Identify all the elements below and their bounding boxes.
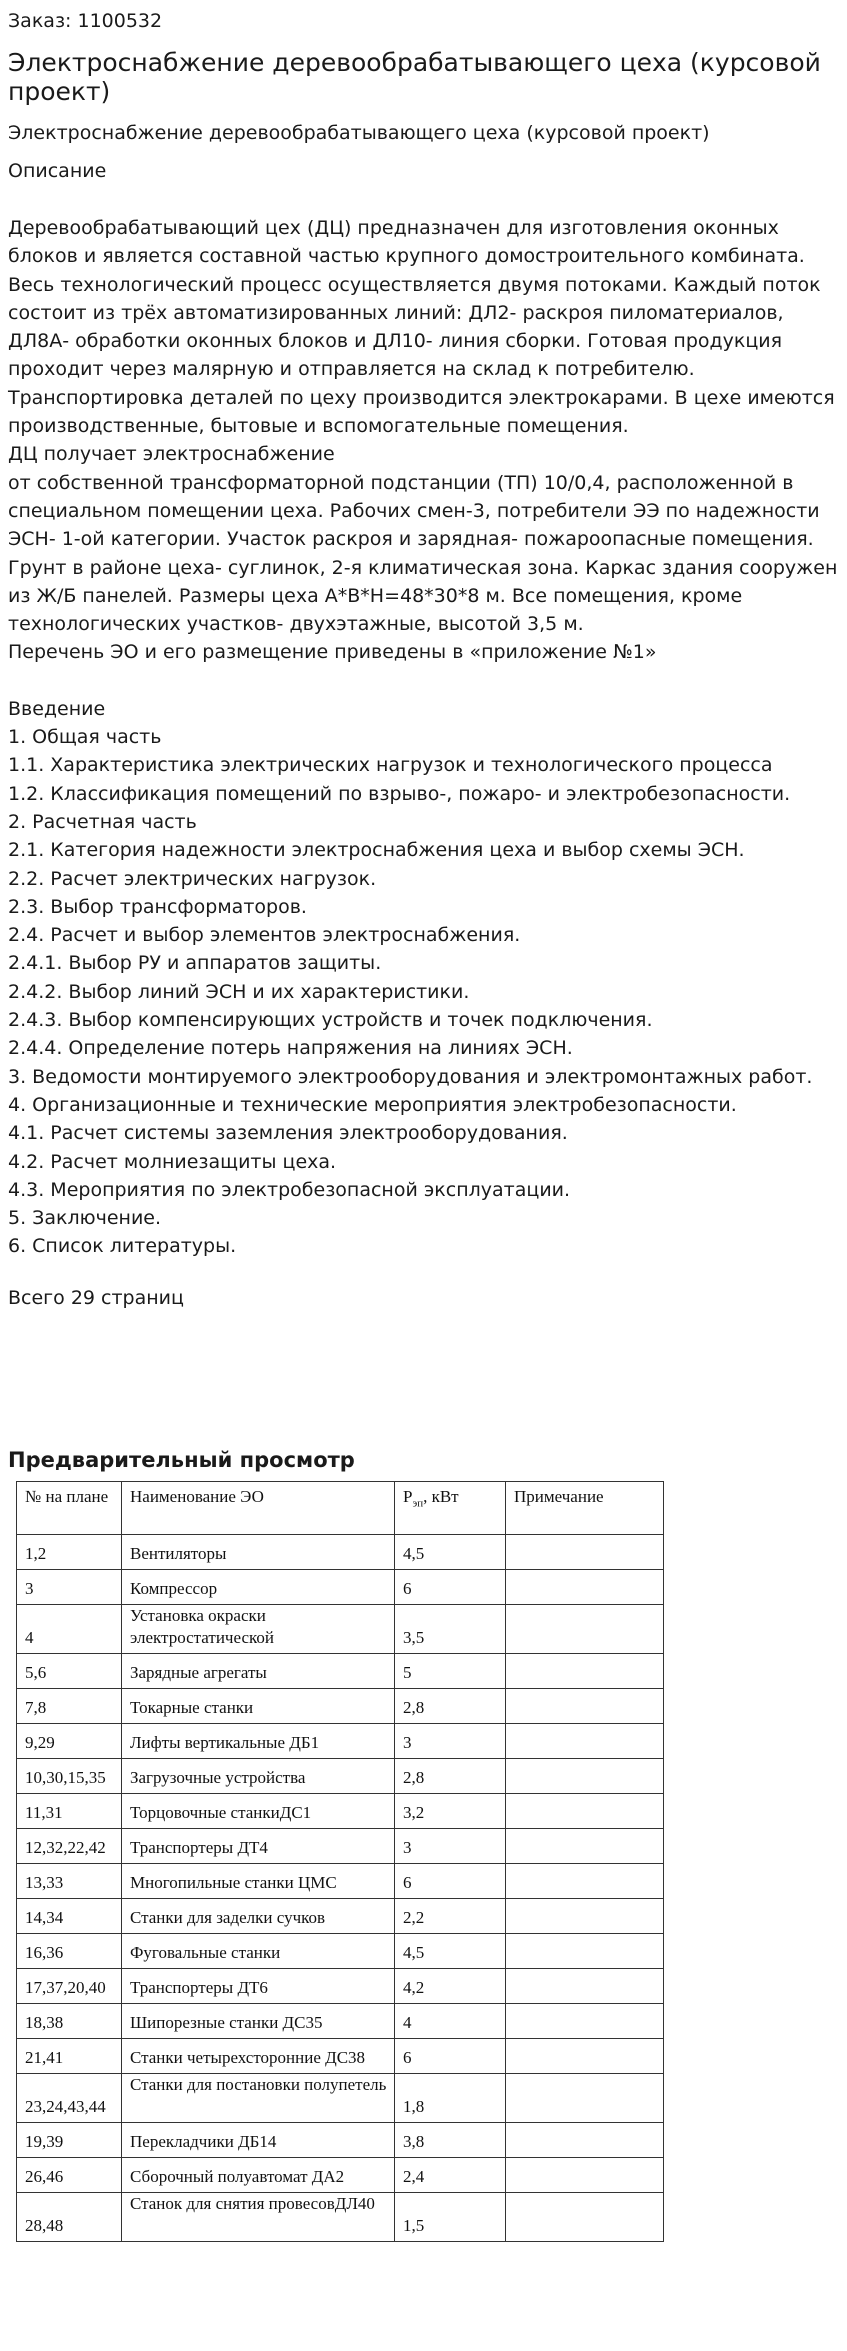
cell-note — [506, 2157, 664, 2192]
toc-heading: Введение — [8, 697, 106, 720]
toc-item: 2.1. Категория надежности электроснабжения цеха и выбор схемы ЭСН. — [8, 839, 745, 862]
cell-name: Торцовочные станкиДС1 — [122, 1793, 395, 1828]
cell-note — [506, 1968, 664, 2003]
cell-name: Станки четырехсторонние ДС38 — [122, 2038, 395, 2073]
cell-name: Зарядные агрегаты — [122, 1653, 395, 1688]
page-title: Электроснабжение деревообрабатывающего цеха (курсовой проект) — [8, 48, 821, 106]
cell-num: 16,36 — [17, 1933, 122, 1968]
table-row — [17, 1723, 664, 1758]
cell-num: 18,38 — [17, 2003, 122, 2038]
cell-power: 6 — [395, 2038, 506, 2073]
table-row — [17, 2038, 664, 2073]
cell-note — [506, 1688, 664, 1723]
description-paragraph: от собственной трансформаторной подстанции (ТП) 10/0,4, расположенной в специальном помещении цеха. Рабочих смен-3, потребители ЭЭ по надежности ЭСН- 1-ой категории. Участок раскроя и зарядная- пожароопасные помещения. Грунт в районе цеха- суглинок, 2-я климатическая зона. Каркас здания сооружен из Ж/Б панелей. Размеры цеха А*В*Н=48*30*8 м. Все помещения, кроме технологических участков- двухэтажные, высотой 3,5 м. — [8, 471, 838, 636]
cell-note — [506, 1534, 664, 1569]
cell-power: 2,8 — [395, 1758, 506, 1793]
cell-note — [506, 2122, 664, 2157]
cell-power: 2,4 — [395, 2157, 506, 2192]
cell-power: 6 — [395, 1569, 506, 1604]
toc-item: 2.3. Выбор трансформаторов. — [8, 895, 307, 918]
cell-name: Шипорезные станки ДС35 — [122, 2003, 395, 2038]
description-paragraph: ДЦ получает электроснабжение — [8, 443, 335, 466]
toc-item: 3. Ведомости монтируемого электрооборудования и электромонтажных работ. — [8, 1065, 813, 1088]
toc-item: 2.4.4. Определение потерь напряжения на линиях ЭСН. — [8, 1037, 573, 1060]
toc-item: 2.4. Расчет и выбор элементов электроснабжения. — [8, 924, 521, 947]
toc-item: 2.4.2. Выбор линий ЭСН и их характеристики. — [8, 980, 470, 1003]
cell-num: 10,30,15,35 — [17, 1758, 122, 1793]
cell-num: 13,33 — [17, 1863, 122, 1898]
cell-power: 3,8 — [395, 2122, 506, 2157]
table-row — [17, 1933, 664, 1968]
cell-note — [506, 1604, 664, 1653]
table-row — [17, 2122, 664, 2157]
cell-power: 6 — [395, 1863, 506, 1898]
table-row — [17, 1688, 664, 1723]
cell-power: 3 — [395, 1723, 506, 1758]
cell-num: 19,39 — [17, 2122, 122, 2157]
toc-item: 4. Организационные и технические мероприятия электробезопасности. — [8, 1093, 737, 1116]
toc-item: 2.2. Расчет электрических нагрузок. — [8, 867, 377, 890]
cell-num: 3 — [17, 1569, 122, 1604]
toc-item: 1. Общая часть — [8, 726, 162, 749]
toc-item: 1.1. Характеристика электрических нагрузок и технологического процесса — [8, 754, 773, 777]
header-num: № на плане — [17, 1481, 122, 1534]
cell-note — [506, 1723, 664, 1758]
header-name: Наименование ЭО — [122, 1481, 395, 1534]
cell-num: 4 — [17, 1604, 122, 1653]
cell-power: 3,5 — [395, 1604, 506, 1653]
cell-name: Многопильные станки ЦМС — [122, 1863, 395, 1898]
cell-name: Станки для заделки сучков — [122, 1898, 395, 1933]
cell-power: 1,8 — [395, 2073, 506, 2122]
cell-name: Сборочный полуавтомат ДА2 — [122, 2157, 395, 2192]
table-row — [17, 1968, 664, 2003]
header-power-unit: , кВт — [423, 1486, 459, 1506]
cell-name: Токарные станки — [122, 1688, 395, 1723]
cell-name: Перекладчики ДБ14 — [122, 2122, 395, 2157]
cell-name: Лифты вертикальные ДБ1 — [122, 1723, 395, 1758]
cell-num: 5,6 — [17, 1653, 122, 1688]
toc-item: 2.4.1. Выбор РУ и аппаратов защиты. — [8, 952, 382, 975]
cell-note — [506, 1569, 664, 1604]
table-of-contents — [8, 723, 843, 1261]
cell-power: 2,2 — [395, 1898, 506, 1933]
cell-num: 21,41 — [17, 2038, 122, 2073]
cell-name: Станок для снятия провесовДЛ40 — [122, 2192, 395, 2241]
cell-power: 3 — [395, 1828, 506, 1863]
cell-note — [506, 1898, 664, 1933]
cell-num: 7,8 — [17, 1688, 122, 1723]
description-body — [8, 214, 840, 667]
cell-note — [506, 2192, 664, 2241]
cell-note — [506, 2038, 664, 2073]
header-power — [395, 1481, 506, 1534]
cell-name: Транспортеры ДТ6 — [122, 1968, 395, 2003]
table-row — [17, 1863, 664, 1898]
cell-name: Транспортеры ДТ4 — [122, 1828, 395, 1863]
toc-item: 4.1. Расчет системы заземления электрооборудования. — [8, 1122, 568, 1145]
table-row — [17, 2073, 664, 2122]
table-row — [17, 1534, 664, 1569]
cell-power: 4,5 — [395, 1534, 506, 1569]
table-row — [17, 1604, 664, 1653]
toc-item: 6. Список литературы. — [8, 1235, 237, 1258]
cell-note — [506, 1933, 664, 1968]
table-row — [17, 1793, 664, 1828]
document-page — [0, 8, 843, 2242]
cell-num: 28,48 — [17, 2192, 122, 2241]
description-paragraph: Перечень ЭО и его размещение приведены в «приложение №1» — [8, 641, 657, 664]
cell-power: 4,2 — [395, 1968, 506, 2003]
cell-note — [506, 2073, 664, 2122]
description-paragraph: Деревообрабатывающий цех (ДЦ) предназначен для изготовления оконных блоков и является составной частью крупного домостроительного комбината. Весь технологический процесс осуществляется двумя потоками. Каждый поток состоит из трёх автоматизированных линий: ДЛ2- раскроя пиломатериалов, ДЛ8А- обработки оконных блоков и ДЛ10- линия сборки. Готовая продукция проходит через малярную и отправляется на склад к потребителю. Транспортировка деталей по цеху производится электрокарами. В цехе имеются производственные, бытовые и вспомогательные помещения. — [8, 217, 835, 438]
toc-item: 4.2. Расчет молниезащиты цеха. — [8, 1150, 337, 1173]
toc-item: 2. Расчетная часть — [8, 810, 197, 833]
total-pages: Всего 29 страниц — [8, 1286, 184, 1309]
header-note: Примечание — [506, 1481, 664, 1534]
cell-note — [506, 1758, 664, 1793]
header-power-symbol: P — [403, 1486, 413, 1506]
cell-note — [506, 1793, 664, 1828]
table-row — [17, 1569, 664, 1604]
cell-power: 1,5 — [395, 2192, 506, 2241]
cell-num: 17,37,20,40 — [17, 1968, 122, 2003]
table-row — [17, 2157, 664, 2192]
toc-item: 5. Заключение. — [8, 1207, 162, 1230]
cell-name: Станки для постановки полупетель — [122, 2073, 395, 2122]
cell-num: 12,32,22,42 — [17, 1828, 122, 1863]
cell-note — [506, 1863, 664, 1898]
table-row — [17, 1653, 664, 1688]
cell-name: Установка окраски электростатической — [122, 1604, 395, 1653]
order-number: Заказ: 1100532 — [8, 10, 163, 32]
cell-power: 4 — [395, 2003, 506, 2038]
table-row — [17, 2003, 664, 2038]
cell-name: Вентиляторы — [122, 1534, 395, 1569]
cell-num: 23,24,43,44 — [17, 2073, 122, 2122]
cell-power: 4,5 — [395, 1933, 506, 1968]
header-power-sub: эп — [412, 1497, 424, 1510]
cell-note — [506, 2003, 664, 2038]
cell-num: 26,46 — [17, 2157, 122, 2192]
cell-note — [506, 1828, 664, 1863]
toc-item: 1.2. Классификация помещений по взрыво-, пожаро- и электробезопасности. — [8, 782, 791, 805]
cell-note — [506, 1653, 664, 1688]
cell-power: 2,8 — [395, 1688, 506, 1723]
table-row — [17, 2192, 664, 2241]
page-subtitle: Электроснабжение деревообрабатывающего цеха (курсовой проект) — [8, 122, 710, 144]
table-header-row — [17, 1481, 664, 1534]
toc-item: 2.4.3. Выбор компенсирующих устройств и точек подключения. — [8, 1009, 653, 1032]
preview-heading: Предварительный просмотр — [8, 1447, 355, 1472]
cell-name: Компрессор — [122, 1569, 395, 1604]
cell-power: 3,2 — [395, 1793, 506, 1828]
description-heading: Описание — [8, 160, 107, 182]
cell-num: 11,31 — [17, 1793, 122, 1828]
cell-name: Загрузочные устройства — [122, 1758, 395, 1793]
table-row — [17, 1758, 664, 1793]
cell-num: 9,29 — [17, 1723, 122, 1758]
cell-num: 14,34 — [17, 1898, 122, 1933]
cell-name: Фуговальные станки — [122, 1933, 395, 1968]
table-row — [17, 1828, 664, 1863]
equipment-table — [16, 1481, 664, 2242]
cell-power: 5 — [395, 1653, 506, 1688]
toc-item: 4.3. Мероприятия по электробезопасной эксплуатации. — [8, 1178, 571, 1201]
table-row — [17, 1898, 664, 1933]
cell-num: 1,2 — [17, 1534, 122, 1569]
